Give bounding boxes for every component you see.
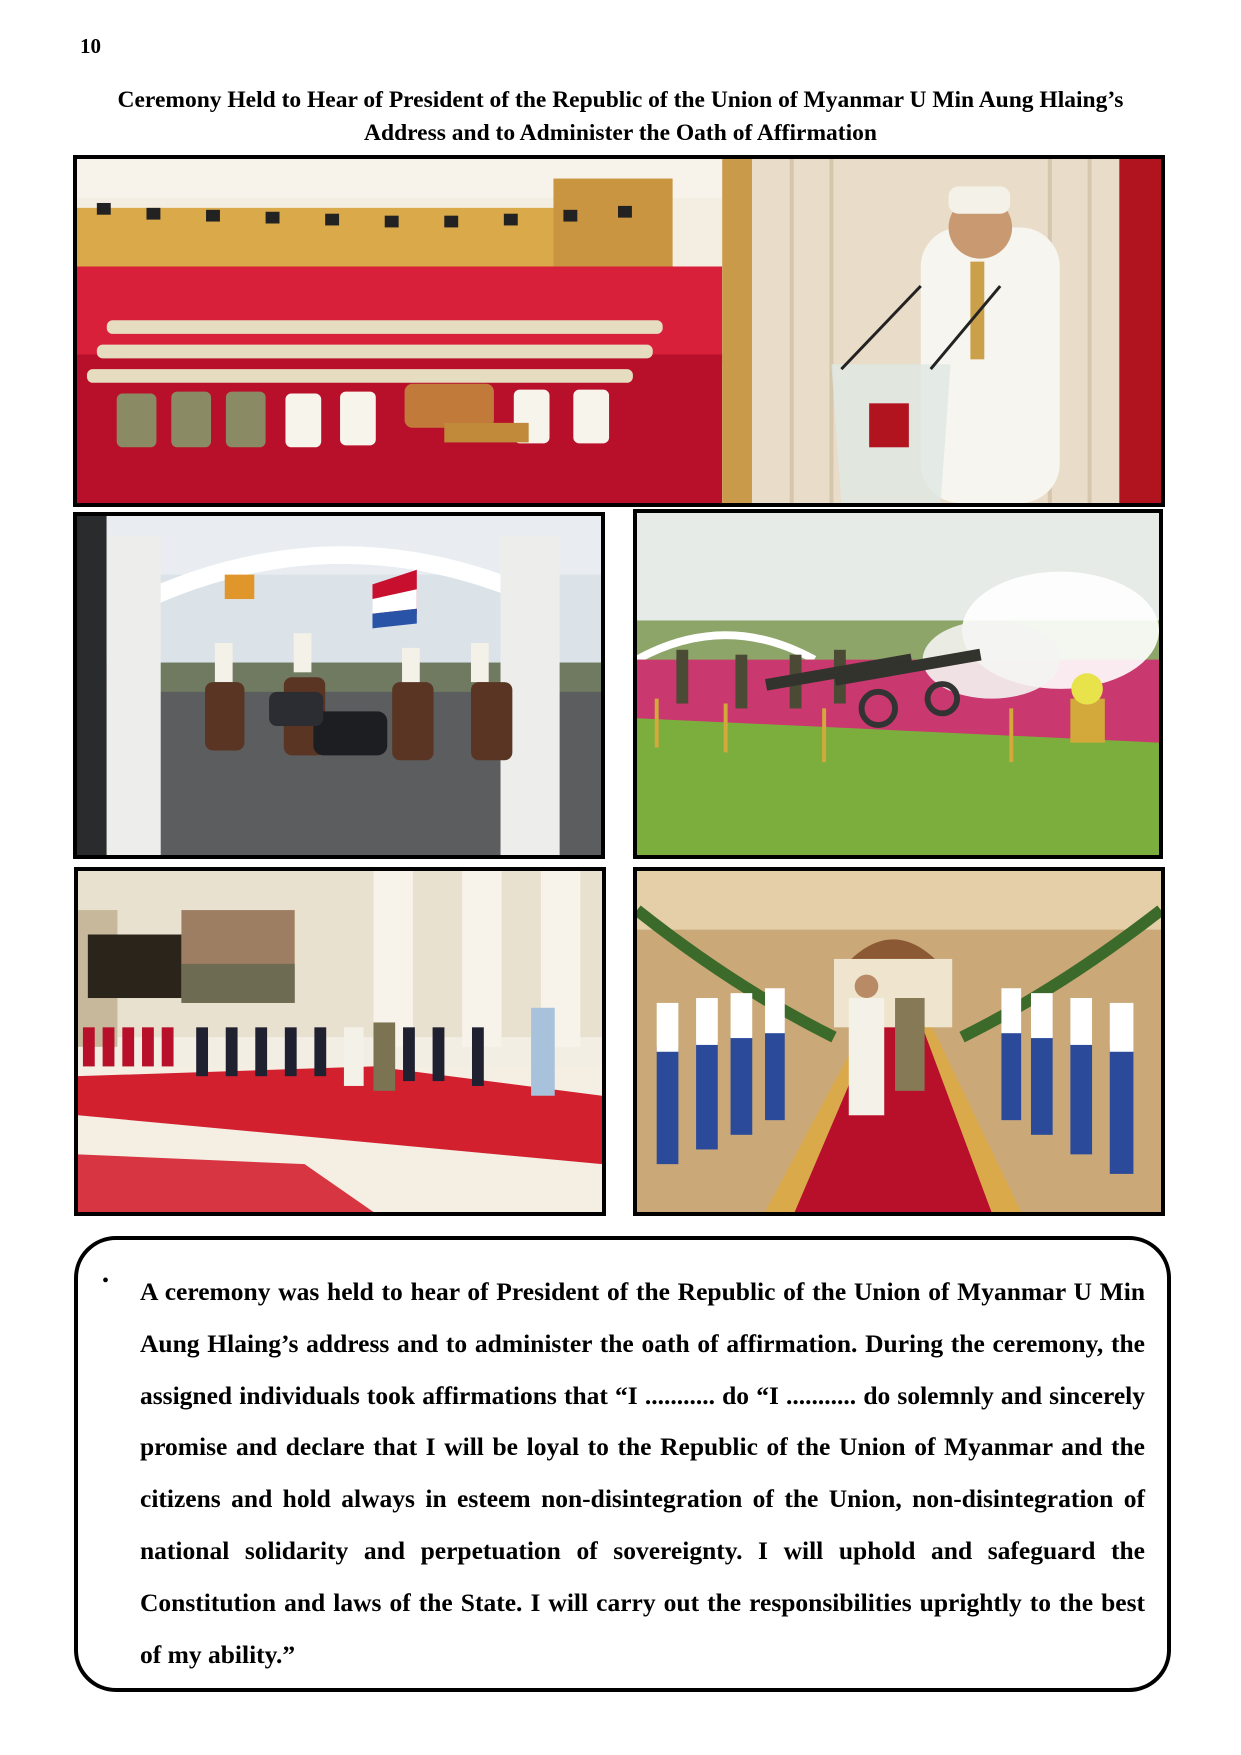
photo-gun-salute	[633, 509, 1163, 859]
caption-text: A ceremony was held to hear of President of the Republic of the Union of Myanmar U Min Aung Hlaing’s address and to administer the oath of affirmation. During the ceremony, the assigned individuals took affirmations that “I ........... do “I ........... do solemnly and sincerely promise and declare that I will be loyal to the Republic of the Union of Myanmar and the citizens and hold always in esteem non-disintegration of the Union, non-disintegration of national solidarity and perpetuation of sovereignty. I will uphold and safeguard the Constitution and laws of the State. I will carry out the responsibilities uprightly to the best of my ability.”	[140, 1277, 1145, 1669]
page-number: 10	[80, 34, 101, 58]
photo-honor-guard	[74, 867, 606, 1216]
page-title	[60, 84, 1181, 150]
caption-box	[74, 1236, 1171, 1692]
bullet-marker: •	[102, 1270, 110, 1292]
photo-cavalry-escort	[73, 512, 605, 859]
photo-welcoming-line	[633, 867, 1165, 1216]
photo-ceremony-hall	[73, 155, 1165, 507]
page-title-line-1: Ceremony Held to Hear of President of the Republic of the Union of Myanmar U Min Aung Hlaing’s	[117, 87, 1124, 113]
page-title-line-2: Address and to Administer the Oath of Affirmation	[364, 120, 877, 146]
